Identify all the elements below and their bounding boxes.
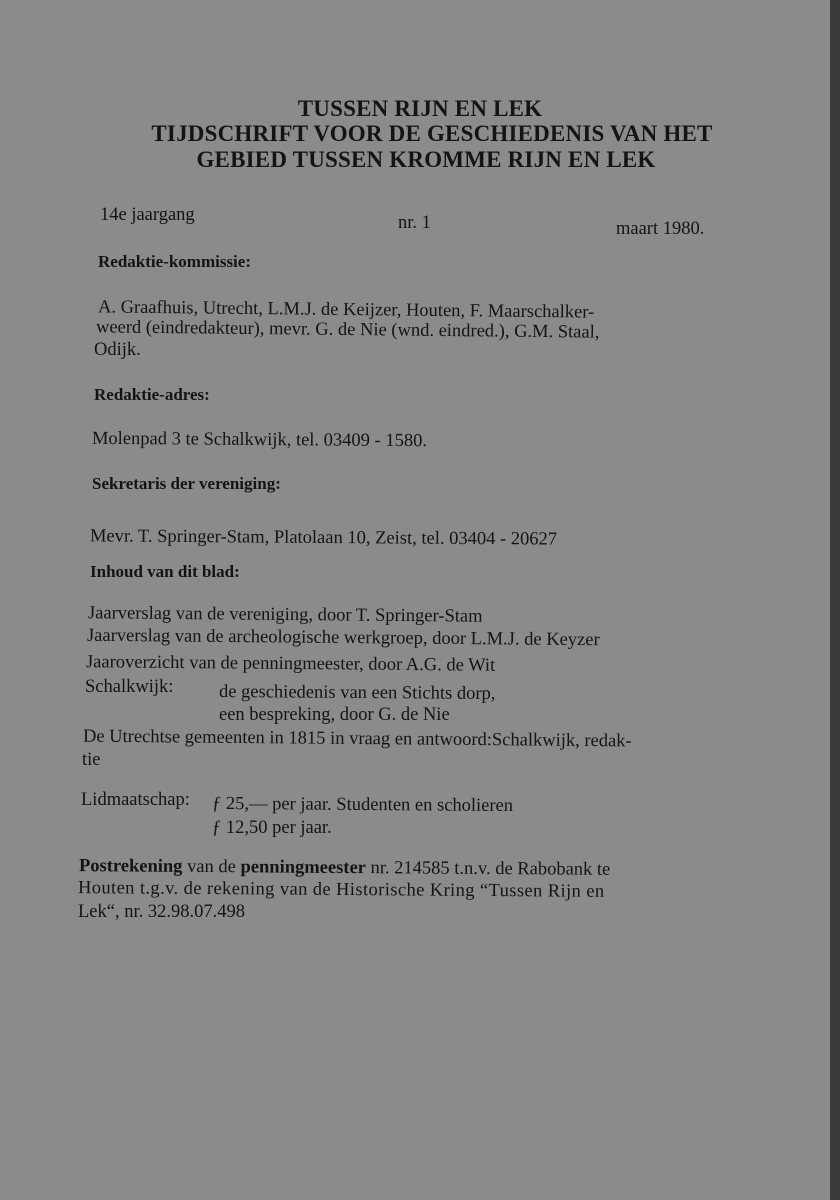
lidmaatschap-student-fee: ƒ 12,50 per jaar. — [212, 818, 332, 838]
journal-subtitle-1: TIJDSCHRIFT VOOR DE GESCHIEDENIS VAN HET — [151, 121, 713, 146]
lidmaatschap-fee: ƒ 25,— per jaar. Studenten en scholieren — [211, 793, 514, 817]
sekretaris-heading: Sekretaris der vereniging: — [92, 474, 281, 493]
page-edge — [830, 0, 840, 1200]
journal-title: TUSSEN RIJN EN LEK — [297, 96, 543, 121]
redaktie-adres-heading: Redaktie-adres: — [94, 385, 210, 404]
lidmaatschap-label: Lidmaatschap: — [81, 790, 190, 810]
inhoud-item: een bespreking, door G. de Nie — [219, 705, 450, 725]
postrekening-line: Houten t.g.v. de rekening van de Historische Kring “Tussen Rijn en — [77, 878, 605, 902]
penningmeester-label: penningmeester — [240, 857, 366, 879]
postrekening-label: Postrekening — [78, 856, 183, 877]
inhoud-item: Jaaroverzicht van de penningmeester, door A.G. de Wit — [85, 652, 496, 676]
redaktie-kommissie-line: A. Graafhuis, Utrecht, L.M.J. de Keijzer, Houten, F. Maarschalker- — [97, 297, 595, 323]
postrekening-line: Lek“, nr. 32.98.07.498 — [78, 902, 245, 922]
redaktie-kommissie-line: Odijk. — [94, 340, 141, 360]
journal-subtitle-2: GEBIED TUSSEN KROMME RIJN EN LEK — [196, 147, 656, 172]
inhoud-schalkwijk-label: Schalkwijk: — [85, 677, 174, 697]
sekretaris-text: Mevr. T. Springer-Stam, Platolaan 10, Zeist, tel. 03404 - 20627 — [89, 526, 558, 550]
inhoud-item: Jaarverslag van de archeologische werkgroep, door L.M.J. de Keyzer — [86, 625, 600, 651]
postrekening-text: nr. 214585 t.n.v. de Rabobank te — [365, 858, 611, 880]
redaktie-kommissie-line: weerd (eindredakteur), mevr. G. de Nie (wnd. eindred.), G.M. Staal, — [95, 317, 600, 343]
inhoud-item: de geschiedenis van een Stichts dorp, — [218, 682, 496, 704]
postrekening-line — [79, 856, 610, 880]
issue-number: nr. 1 — [398, 213, 431, 233]
inhoud-item: De Utrechtse gemeenten in 1815 in vraag en antwoord:Schalkwijk, redak- — [82, 726, 632, 752]
issue-date: maart 1980. — [616, 219, 705, 239]
redaktie-adres: Molenpad 3 te Schalkwijk, tel. 03409 - 1580. — [91, 428, 428, 452]
volume: 14e jaargang — [100, 205, 195, 225]
inhoud-item: tie — [82, 750, 101, 770]
postrekening-text: van de — [182, 856, 241, 878]
inhoud-item: Jaarverslag van de vereniging, door T. Springer-Stam — [87, 603, 483, 627]
inhoud-heading: Inhoud van dit blad: — [90, 562, 240, 581]
redaktie-kommissie-heading: Redaktie-kommissie: — [98, 252, 251, 271]
